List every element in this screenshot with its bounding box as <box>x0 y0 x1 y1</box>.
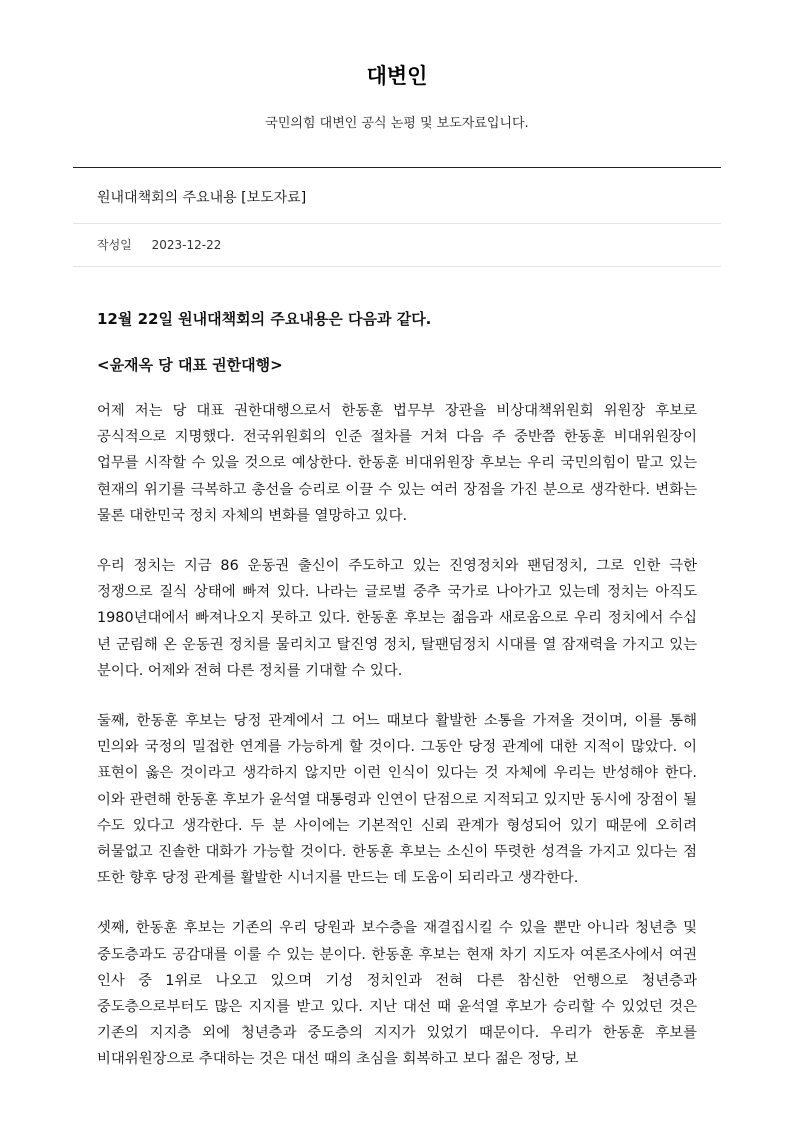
site-subtitle: 국민의힘 대변인 공식 논평 및 보도자료입니다. <box>265 116 529 131</box>
page <box>73 0 721 1073</box>
paragraph-1: 어제 저는 당 대표 권한대행으로서 한동훈 법무부 장관을 비상대책위원회 위원장 후보로 공식적으로 지명했다. 전국위원회의 인준 절차를 거쳐 다음 주 중반쯤 한동훈 비대위원장이 업무를 시작할 수 있을 것으로 예상한다. 한동훈 비대위원장 후보는 우리 국민의힘이 맡고 있는 현재의 위기를 극복하고 총선을 승리로 이끌 수 있는 여러 장점을 가진 분으로 생각한다. 변화는 물론 대한민국 정치 자체의 변화를 열망하고 있다. <box>97 403 697 524</box>
paragraph-4: 셋째, 한동훈 후보는 기존의 우리 당원과 보수층을 재결집시킬 수 있을 뿐만 아니라 청년층 및 중도층과도 공감대를 이룰 수 있는 분이다. 한동훈 후보는 현재 차기 지도자 여론조사에서 여권 인사 중 1위로 나오고 있으며 기성 정치인과 전혀 다른 참신한 언행으로 청년층과 중도층으로부터도 많은 지지를 받고 있다. 지난 대선 때 윤석열 후보가 승리할 수 있었던 것은 기존의 지지층 외에 청년층과 중도층의 지지가 있었기 때문이다. 우리가 한동훈 후보를 비대위원장으로 추대하는 것은 대선 때의 초심을 회복하고 보다 젊은 정당, 보 <box>97 920 697 1068</box>
paragraph-3: 둘째, 한동훈 후보는 당정 관계에서 그 어느 때보다 활발한 소통을 가져올 것이며, 이를 통해 민의와 국정의 밀접한 연계를 가능하게 할 것이다. 그동안 당정 관계에 대한 지적이 많았다. 이 표현이 옳은 것이라고 생각하지 않지만 이런 인식이 있다는 것 자체에 우리는 반성해야 한다. 이와 관련해 한동훈 후보가 윤석열 대통령과 인연이 단점으로 지적되고 있지만 동시에 장점이 될 수도 있다고 생각한다. 두 분 사이에는 기본적인 신뢰 관계가 형성되어 있기 때문에 오히려 허물없고 진솔한 대화가 가능할 것이다. 한동훈 후보는 소신이 뚜렷한 성격을 가지고 있다는 점 또한 향후 당정 관계를 활발한 시너지를 만드는 데 도움이 되리라고 생각한다. <box>97 713 697 887</box>
paragraph-2: 우리 정치는 지금 86 운동권 출신이 주도하고 있는 진영정치와 팬덤정치, 그로 인한 극한 정쟁으로 질식 상태에 빠져 있다. 나라는 글로벌 중추 국가로 나아가고 있는데 정치는 아직도 1980년대에서 빠져나오지 못하고 있다. 한동훈 후보는 젊음과 새로움으로 우리 정치에서 수십 년 군림해 온 운동권 정치를 물리치고 탈진영 정치, 탈팬덤정치 시대를 열 잠재력을 가지고 있는 분이다. 어제와 전혀 다른 정치를 기대할 수 있다. <box>97 558 697 679</box>
lead-sentence: 12월 22일 원내대책회의 주요내용은 다음과 같다. <box>97 310 432 328</box>
post-meta <box>73 224 721 267</box>
site-title: 대변인 <box>366 64 428 88</box>
post-date: 2023-12-22 <box>151 238 222 252</box>
article-body <box>73 308 721 1073</box>
post-title: 원내대책회의 주요내용 [보도자료] <box>73 168 721 224</box>
date-label: 작성일 <box>97 238 132 252</box>
section-heading: <윤재옥 당 대표 권한대행> <box>97 356 283 374</box>
